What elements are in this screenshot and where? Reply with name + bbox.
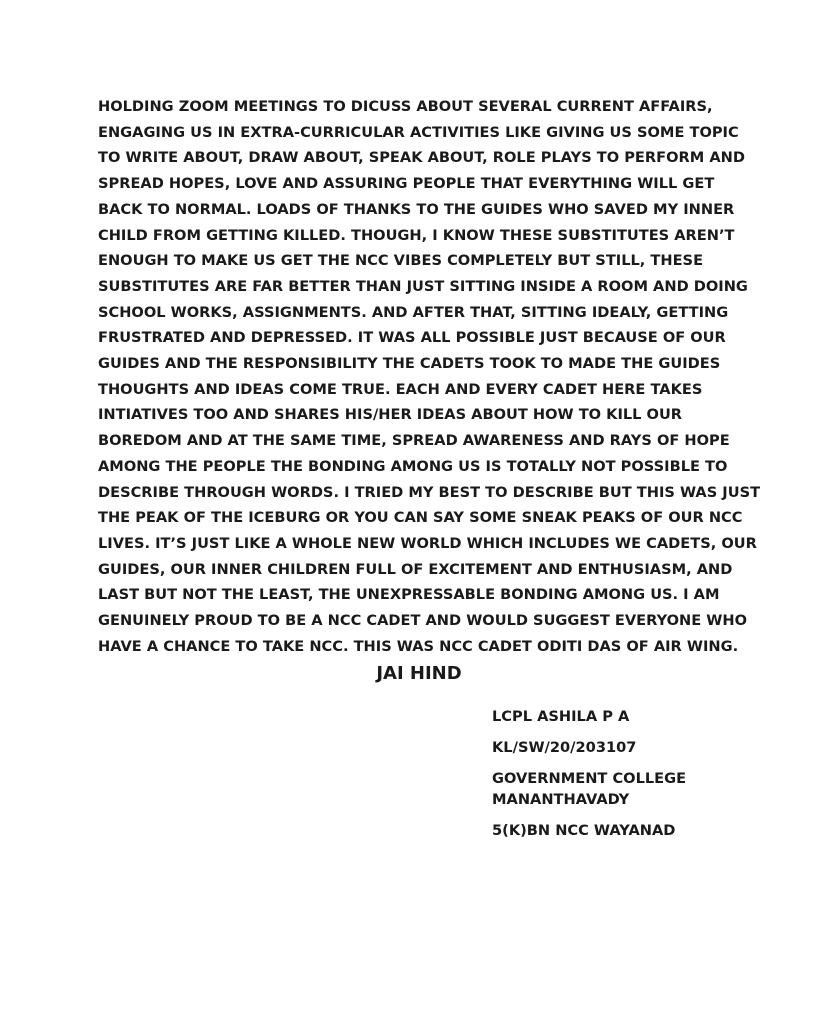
body-line: TO WRITE ABOUT, DRAW ABOUT, SPEAK ABOUT, ROLE PLAYS TO PERFORM AND [98, 149, 745, 167]
closing-text: JAI HIND [376, 663, 462, 684]
signatory-college-line2: MANANTHAVADY [492, 791, 630, 808]
signatory-rank-name: LCPL ASHILA P A [492, 708, 630, 725]
body-line: HOLDING ZOOM MEETINGS TO DICUSS ABOUT SEVERAL CURRENT AFFAIRS, [98, 98, 713, 115]
closing-salutation [0, 663, 838, 684]
signatory-unit: 5(K)BN NCC WAYANAD [492, 822, 676, 839]
body-line: FRUSTRATED AND DEPRESSED. IT WAS ALL POSSIBLE JUST BECAUSE OF OUR [98, 329, 726, 347]
signatory-college-line1: GOVERNMENT COLLEGE [492, 770, 687, 787]
body-line: CHILD FROM GETTING KILLED. THOUGH, I KNOW THESE SUBSTITUTES AREN’T [98, 226, 735, 244]
body-paragraph [98, 94, 778, 659]
body-line: GUIDES AND THE RESPONSIBILITY THE CADETS TOOK TO MADE THE GUIDES [98, 355, 721, 373]
body-line: LIVES. IT’S JUST LIKE A WHOLE NEW WORLD WHICH INCLUDES WE CADETS, OUR [98, 534, 757, 552]
body-line: BACK TO NORMAL. LOADS OF THANKS TO THE GUIDES WHO SAVED MY INNER [98, 200, 735, 218]
body-line: AMONG THE PEOPLE THE BONDING AMONG US IS TOTALLY NOT POSSIBLE TO [98, 457, 728, 475]
body-line: ENOUGH TO MAKE US GET THE NCC VIBES COMPLETELY BUT STILL, THESE [98, 252, 704, 270]
body-line: SCHOOL WORKS, ASSIGNMENTS. AND AFTER THAT, SITTING IDEALY, GETTING [98, 303, 729, 321]
signatory-reg-number: KL/SW/20/203107 [492, 739, 637, 756]
body-line: GENUINELY PROUD TO BE A NCC CADET AND WOULD SUGGEST EVERYONE WHO [98, 612, 747, 630]
body-line: THE PEAK OF THE ICEBURG OR YOU CAN SAY SOME SNEAK PEAKS OF OUR NCC [98, 509, 743, 527]
signature-block [492, 706, 792, 851]
body-line: DESCRIBE THROUGH WORDS. I TRIED MY BEST TO DESCRIBE BUT THIS WAS JUST [98, 483, 761, 501]
body-line: ENGAGING US IN EXTRA-CURRICULAR ACTIVITIES LIKE GIVING US SOME TOPIC [98, 123, 739, 141]
body-line: INTIATIVES TOO AND SHARES HIS/HER IDEAS ABOUT HOW TO KILL OUR [98, 406, 683, 424]
body-line: GUIDES, OUR INNER CHILDREN FULL OF EXCITEMENT AND ENTHUSIASM, AND [98, 560, 733, 578]
body-line: SPREAD HOPES, LOVE AND ASSURING PEOPLE THAT EVERYTHING WILL GET [98, 175, 715, 193]
body-line: THOUGHTS AND IDEAS COME TRUE. EACH AND EVERY CADET HERE TAKES [98, 380, 703, 398]
body-line: LAST BUT NOT THE LEAST, THE UNEXPRESSABLE BONDING AMONG US. I AM [98, 586, 720, 604]
body-line: SUBSTITUTES ARE FAR BETTER THAN JUST SITTING INSIDE A ROOM AND DOING [98, 277, 748, 295]
body-line: HAVE A CHANCE TO TAKE NCC. THIS WAS NCC CADET ODITI DAS OF AIR WING. [98, 637, 739, 655]
body-line: BOREDOM AND AT THE SAME TIME, SPREAD AWARENESS AND RAYS OF HOPE [98, 432, 730, 450]
